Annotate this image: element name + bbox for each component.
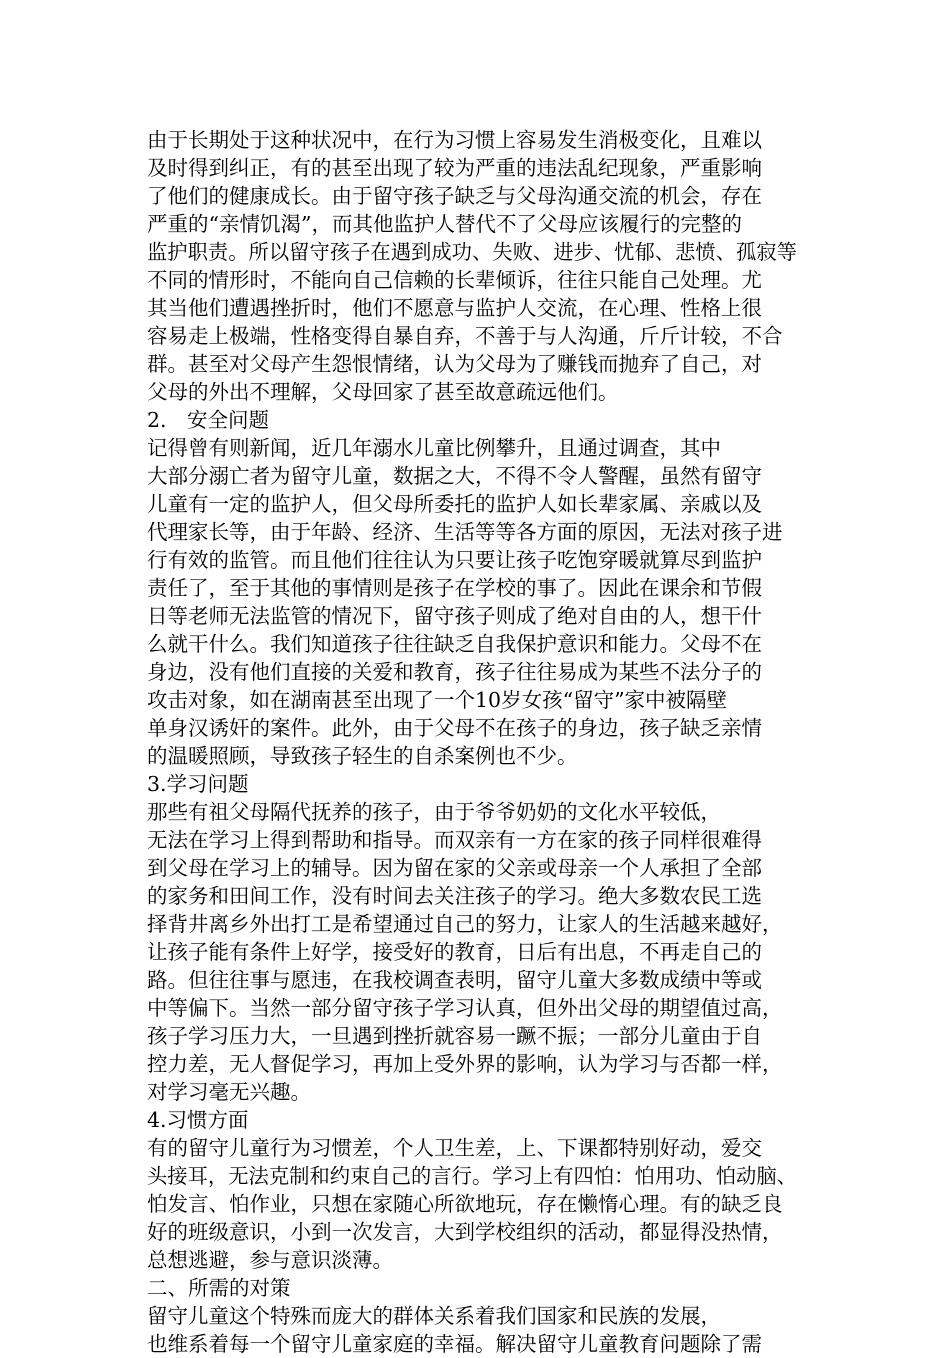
text-line: 监护职责。所以留守孩子在遇到成功、失败、进步、忧郁、悲愤、孤寂等 xyxy=(147,240,797,264)
text-line: 总想逃避，参与意识淡薄。 xyxy=(147,1248,393,1272)
text-line: 群。甚至对父母产生怨恨情绪，认为父母为了赚钱而抛弃了自己，对 xyxy=(147,352,762,376)
text-line: 日等老师无法监管的情况下，留守孩子则成了绝对自由的人，想干什 xyxy=(147,604,762,628)
text-line: 留守儿童这个特殊而庞大的群体关系着我们国家和民族的发展， xyxy=(147,1304,721,1328)
text-line: 行有效的监管。而且他们往往认为只要让孩子吃饱穿暖就算尽到监护 xyxy=(147,548,762,572)
text-line: 路。但往往事与愿违，在我校调查表明，留守儿童大多数成绩中等或 xyxy=(147,968,762,992)
text-line: 攻击对象，如在湖南甚至出现了一个10岁女孩“留守”家中被隔壁 xyxy=(147,688,728,712)
text-line: 了他们的健康成长。由于留守孩子缺乏与父母沟通交流的机会，存在 xyxy=(147,184,762,208)
section-heading: 二、所需的对策 xyxy=(147,1276,291,1300)
text-line: 控力差，无人督促学习，再加上受外界的影响，认为学习与否都一样， xyxy=(147,1052,783,1076)
text-line: 不同的情形时，不能向自己信赖的长辈倾诉，往往只能自己处理。尤 xyxy=(147,268,762,292)
text-line: 严重的“亲情饥渴”，而其他监护人替代不了父母应该履行的完整的 xyxy=(147,212,742,236)
text-line: 让孩子能有条件上好学，接受好的教育，日后有出息，不再走自己的 xyxy=(147,940,762,964)
text-line: 有的留守儿童行为习惯差，个人卫生差，上、下课都特别好动，爱交 xyxy=(147,1136,762,1160)
text-line: 容易走上极端，性格变得自暴自弃，不善于与人沟通，斤斤计较，不合 xyxy=(147,324,783,348)
text-line: 单身汉诱奸的案件。此外，由于父母不在孩子的身边，孩子缺乏亲情 xyxy=(147,716,762,740)
text-line: 由于长期处于这种状况中，在行为习惯上容易发生消极变化，且难以 xyxy=(147,128,762,152)
text-line: 儿童有一定的监护人，但父母所委托的监护人如长辈家属、亲戚以及 xyxy=(147,492,762,516)
text-line: 其当他们遭遇挫折时，他们不愿意与监护人交流，在心理、性格上很 xyxy=(147,296,762,320)
text-line: 代理家长等，由于年龄、经济、生活等等各方面的原因，无法对孩子进 xyxy=(147,520,783,544)
text-line: 记得曾有则新闻，近几年溺水儿童比例攀升，且通过调查，其中 xyxy=(147,436,721,460)
text-line: 也维系着每一个留守儿童家庭的幸福。解决留守儿童教育问题除了需 xyxy=(147,1332,762,1356)
section-heading: 3.学习问题 xyxy=(147,772,249,796)
text-line: 的温暖照顾，导致孩子轻生的自杀案例也不少。 xyxy=(147,744,578,768)
text-line: 的家务和田间工作，没有时间去关注孩子的学习。绝大多数农民工选 xyxy=(147,884,762,908)
text-line: 那些有祖父母隔代抚养的孩子，由于爷爷奶奶的文化水平较低， xyxy=(147,800,721,824)
text-line: 择背井离乡外出打工是希望通过自己的努力，让家人的生活越来越好， xyxy=(147,912,783,936)
text-line: 中等偏下。当然一部分留守孩子学习认真，但外出父母的期望值过高， xyxy=(147,996,783,1020)
section-heading: 4.习惯方面 xyxy=(147,1108,249,1132)
text-line: 父母的外出不理解，父母回家了甚至故意疏远他们。 xyxy=(147,380,619,404)
text-line: 责任了，至于其他的事情则是孩子在学校的事了。因此在课余和节假 xyxy=(147,576,762,600)
text-line: 大部分溺亡者为留守儿童，数据之大，不得不令人警醒，虽然有留守 xyxy=(147,464,762,488)
text-line: 怕发言、怕作业，只想在家随心所欲地玩，存在懒惰心理。有的缺乏良 xyxy=(147,1192,783,1216)
section-heading: 2. 安全问题 xyxy=(147,408,270,432)
text-line: 无法在学习上得到帮助和指导。而双亲有一方在家的孩子同样很难得 xyxy=(147,828,762,852)
text-line: 头接耳，无法克制和约束自己的言行。学习上有四怕：怕用功、怕动脑、 xyxy=(147,1164,797,1188)
text-line: 孩子学习压力大，一旦遇到挫折就容易一蹶不振；一部分儿童由于自 xyxy=(147,1024,762,1048)
text-line: 身边，没有他们直接的关爱和教育，孩子往往易成为某些不法分子的 xyxy=(147,660,762,684)
text-line: 到父母在学习上的辅导。因为留在家的父亲或母亲一个人承担了全部 xyxy=(147,856,762,880)
text-line: 么就干什么。我们知道孩子往往缺乏自我保护意识和能力。父母不在 xyxy=(147,632,762,656)
text-line: 好的班级意识，小到一次发言，大到学校组织的活动，都显得没热情， xyxy=(147,1220,783,1244)
text-line: 对学习毫无兴趣。 xyxy=(147,1080,311,1104)
text-line: 及时得到纠正，有的甚至出现了较为严重的违法乱纪现象，严重影响 xyxy=(147,156,762,180)
